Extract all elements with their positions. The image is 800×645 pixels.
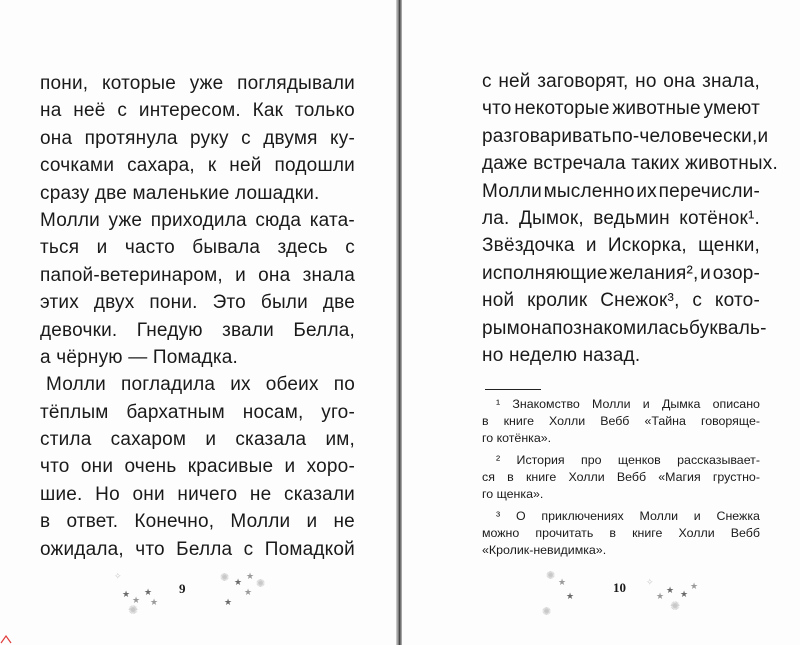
word: они [132, 483, 165, 505]
word: перечисли- [658, 180, 760, 202]
footnote-word: История [516, 453, 565, 467]
star-icon: ★ [246, 571, 255, 581]
star-icon: ★ [656, 591, 665, 601]
word: уже [189, 73, 224, 94]
text-line [40, 344, 355, 371]
word: тёплым [40, 401, 109, 423]
text-line [40, 97, 355, 124]
word: этих [40, 292, 79, 314]
corner-mark-icon [0, 632, 12, 644]
word: по [333, 374, 355, 396]
text-line [482, 232, 760, 259]
word: и [585, 235, 597, 257]
star-icon: ✺ [546, 570, 556, 582]
word: двумя [263, 127, 318, 149]
text-line [482, 95, 760, 122]
word: котёнок¹. [679, 207, 760, 229]
word: Помадкой [264, 538, 355, 560]
page-number-right: 10 [613, 580, 626, 595]
footnote-word: описано [712, 397, 760, 411]
text-line [40, 180, 355, 207]
word: носам, [242, 401, 304, 423]
word: сюда [255, 209, 302, 231]
page-number-left: 9 [179, 581, 186, 596]
word: шие. [40, 483, 83, 505]
footnote-word: прочитать [535, 526, 594, 540]
star-icon: ★ [244, 587, 253, 597]
footnote-word: рассказывает- [677, 453, 760, 467]
footnote [482, 508, 760, 559]
text-line [482, 178, 760, 205]
word: Это [212, 292, 246, 314]
stars-decoration-right-2 [640, 570, 730, 630]
footnote-word: говоряще- [700, 414, 760, 428]
word: Снежок³, [600, 290, 680, 312]
word: Молли [230, 511, 291, 533]
footnote-word: Вебб [730, 526, 760, 540]
footnote-word: Вебб [616, 470, 647, 484]
word: Молли [40, 209, 100, 231]
footnote-word: в [507, 470, 514, 484]
word: что [40, 456, 70, 478]
text-line [40, 125, 355, 152]
word: ката- [309, 209, 355, 231]
footnote-word: Молли [639, 509, 678, 523]
text-line [40, 536, 355, 563]
word: Дымок, [518, 207, 584, 229]
footnote-word: ³ [496, 509, 501, 523]
word: но [635, 71, 657, 92]
word: пони, [40, 73, 89, 94]
word: но неделю назад. [482, 344, 641, 366]
word: ней [229, 155, 262, 177]
footnote-word: в [482, 414, 489, 428]
word: ней [498, 71, 531, 92]
footnote-word: про [581, 453, 602, 467]
word: не [333, 511, 355, 533]
footnote-word: щенков [617, 453, 661, 467]
star-icon: ✺ [256, 578, 266, 590]
footnote-divider [485, 389, 541, 390]
footnote-word: ² [496, 453, 501, 467]
word: с [692, 290, 703, 312]
star-icon: ★ [566, 591, 575, 601]
word: ться [40, 237, 80, 259]
star-icon: ✧ [114, 571, 122, 581]
star-icon: ✺ [128, 603, 139, 617]
word: звали [222, 319, 274, 341]
word: Белла, [293, 319, 355, 341]
word: только [295, 100, 355, 122]
word: она [40, 127, 73, 149]
word: Молли [46, 374, 106, 396]
star-icon: ★ [680, 589, 689, 599]
word: уго- [321, 401, 355, 423]
word: девочки. [40, 319, 118, 341]
footnote-word: ся [482, 470, 495, 484]
star-icon: ✺ [670, 599, 681, 613]
word: руку [190, 127, 229, 149]
footnote-word: Дымка [661, 397, 701, 411]
footnote-word: «Кролик-невидимка». [482, 543, 607, 557]
star-icon: ★ [558, 577, 567, 587]
text-line [482, 68, 760, 95]
right-page-text [482, 68, 778, 369]
word: Гнедую [136, 319, 203, 341]
word: бархатным [126, 401, 225, 423]
word: рым [482, 317, 520, 339]
word: Как [252, 100, 284, 122]
left-page [0, 0, 396, 645]
word: ничего [177, 483, 238, 505]
word: сочками [40, 155, 115, 177]
stars-decoration-right-1 [532, 568, 622, 628]
word: с [345, 237, 355, 259]
word: пони. [149, 292, 198, 314]
word: ку- [330, 127, 355, 149]
word: красивые [187, 456, 274, 478]
star-icon: ✺ [220, 572, 230, 584]
text-line [40, 262, 355, 289]
footnote-word: Снежка [716, 509, 760, 523]
word: она [663, 71, 696, 92]
star-icon: ✺ [542, 606, 552, 618]
footnote-word: го щенка». [482, 487, 544, 501]
word: часто [124, 237, 175, 259]
stars-decoration-left-2 [210, 566, 300, 626]
word: к [207, 155, 217, 177]
footnote-word: книге [503, 414, 534, 428]
word: стила [40, 429, 92, 451]
word: здесь [277, 237, 328, 259]
word: кото- [714, 290, 760, 312]
text-line [482, 287, 760, 314]
footnote-word: Вебб [600, 414, 630, 428]
word: с [482, 71, 492, 92]
word: уже [108, 209, 143, 231]
word: сказали [284, 483, 355, 505]
text-line [482, 205, 760, 232]
text-line [40, 317, 355, 344]
word: в [40, 511, 51, 533]
word: подошли [274, 155, 355, 177]
word: знала [302, 264, 355, 286]
text-line [40, 399, 355, 426]
footnote [482, 452, 760, 503]
word: и [306, 511, 318, 533]
word: заговорят, [537, 71, 629, 92]
word: мысленно [543, 180, 635, 202]
word: познакомилась [552, 317, 689, 339]
star-icon: ✧ [646, 577, 654, 587]
word: и [205, 429, 217, 451]
word: с [241, 127, 251, 149]
text-line [482, 123, 769, 150]
word: сразу две маленькие лошадки. [40, 182, 320, 204]
text-line [40, 70, 355, 97]
word: Искорка, [607, 235, 687, 257]
word: сказала [235, 429, 307, 451]
word: щенки, [698, 235, 760, 257]
footnote-word: Знакомство [512, 397, 580, 411]
footnote-word: ¹ [496, 397, 501, 411]
word: исполняющие [482, 262, 608, 284]
word: с [243, 538, 254, 560]
word: они [80, 456, 114, 478]
word: ожидала, [40, 538, 124, 560]
text-line [482, 150, 778, 177]
word: животные [612, 98, 701, 120]
word: Но [95, 483, 120, 505]
text-line [40, 371, 355, 398]
star-icon: ★ [144, 587, 153, 597]
word: и [235, 264, 246, 286]
footnote-line [482, 542, 760, 559]
text-line [40, 289, 355, 316]
word: ной [482, 290, 515, 312]
word: протянула [84, 127, 178, 149]
text-line [40, 152, 355, 179]
word: очень [124, 456, 177, 478]
footnote-word: «Магия [658, 470, 701, 484]
word: поглядывали [237, 73, 355, 94]
word: Звёздочка [482, 235, 575, 257]
footnote-word: и [642, 397, 650, 411]
text-line [40, 508, 355, 535]
word: знала, [702, 71, 760, 92]
word: интересом. [138, 100, 241, 122]
word: не [249, 483, 272, 505]
right-page [402, 0, 800, 645]
word: ведьмин [593, 207, 670, 229]
stars-decoration-left-1 [100, 568, 190, 628]
footnote-word: книге [525, 470, 557, 484]
word: а чёрную — Помадка. [40, 346, 238, 368]
star-icon: ★ [234, 577, 243, 587]
footnote-word: книге [632, 526, 663, 540]
word: ла. [482, 207, 510, 229]
word: и [96, 237, 108, 259]
footnote-line [482, 413, 760, 430]
word: неё [73, 100, 106, 122]
footnote-line [482, 469, 760, 486]
word: были [260, 292, 308, 314]
word: на [40, 100, 62, 122]
footnote-word: «Тайна [644, 414, 686, 428]
footnote-word: Холли [678, 526, 715, 540]
word: Молли [482, 180, 542, 202]
word: их [230, 374, 251, 396]
text-line [40, 234, 355, 261]
text-line [40, 453, 355, 480]
text-line [40, 207, 355, 234]
word: что [482, 98, 512, 120]
word: и [700, 262, 711, 284]
word: с [117, 100, 128, 122]
text-line [482, 342, 760, 369]
footnotes [482, 396, 760, 564]
footnote-line [482, 452, 760, 469]
word: разговаривать [482, 125, 612, 147]
word: Белла [176, 538, 233, 560]
word: умеют [703, 98, 760, 120]
word: двух [93, 292, 135, 314]
footnote-word: грустно- [712, 470, 760, 484]
word: сахара, [127, 155, 195, 177]
word: две [322, 292, 355, 314]
text-line [482, 260, 760, 287]
word: желания², [609, 262, 699, 284]
star-icon: ★ [224, 597, 233, 607]
word: даже встречала таких животных. [482, 153, 778, 175]
word: по-человечески, [611, 125, 758, 147]
footnote-word: и [693, 509, 701, 523]
word: обеих [265, 374, 319, 396]
word: хоро- [306, 456, 355, 478]
footnote-word: приключениях [541, 509, 624, 523]
text-line [482, 315, 767, 342]
star-icon: ★ [122, 589, 131, 599]
word: бывала [192, 237, 261, 259]
footnote-word: го котёнка». [482, 431, 552, 445]
word: что [135, 538, 165, 560]
word: которые [102, 73, 176, 94]
footnote-line [482, 430, 760, 447]
star-icon: ★ [666, 585, 675, 595]
text-line [40, 426, 355, 453]
word: кролик [527, 290, 588, 312]
footnote-word: О [515, 509, 526, 523]
word: погладила [121, 374, 216, 396]
word: и [284, 456, 296, 478]
word: некоторые [514, 98, 610, 120]
word: она [519, 317, 553, 339]
word: приходила [150, 209, 247, 231]
footnote-word: в [609, 526, 616, 540]
footnote-word: Холли [549, 414, 586, 428]
word: озор- [712, 262, 760, 284]
footnote-line [482, 486, 760, 503]
footnote-word: можно [482, 526, 520, 540]
left-page-text [40, 70, 355, 563]
footnote-word: Молли [592, 397, 631, 411]
footnote-line [482, 396, 760, 413]
word: папой-ветеринаром, [40, 264, 223, 286]
word: букваль- [688, 317, 767, 339]
word: Конечно, [134, 511, 215, 533]
footnote [482, 396, 760, 447]
star-icon: ★ [150, 597, 159, 607]
star-icon: ★ [690, 581, 699, 591]
word: сахаром [110, 429, 187, 451]
word: им, [325, 429, 355, 451]
footnote-line [482, 508, 760, 525]
footnote-line [482, 525, 760, 542]
word: и [757, 125, 769, 147]
text-line [40, 481, 355, 508]
footnote-word: Холли [568, 470, 605, 484]
word: ответ. [66, 511, 119, 533]
word: их [636, 180, 657, 202]
word: она [258, 264, 291, 286]
star-icon: ★ [132, 595, 141, 605]
